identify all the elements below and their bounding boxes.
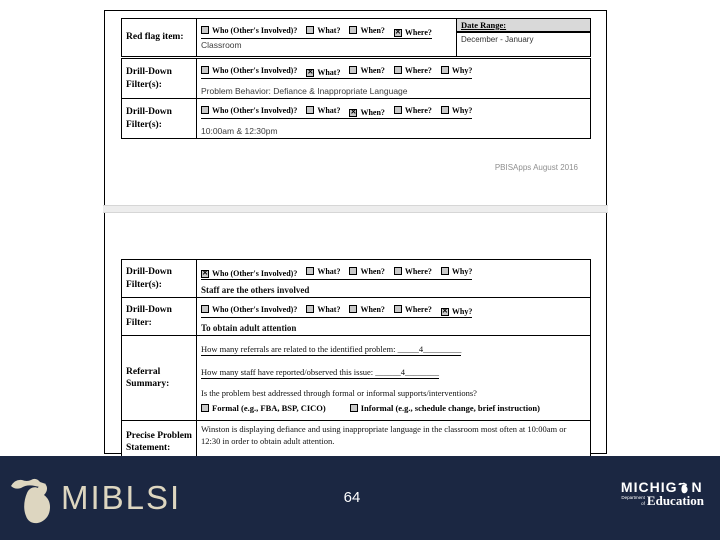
formal-e-g-fba-bsp-cico-checkbox[interactable] (201, 404, 209, 412)
what-option (306, 267, 340, 276)
where-checkbox[interactable] (394, 267, 402, 275)
drill-down-value-1: Problem Behavior: Defiance & Inappropriate Language (201, 86, 408, 96)
drill-down-checkbox-row-2 (201, 106, 472, 120)
pbisapps-credit: PBISApps August 2016 (494, 163, 578, 172)
who-other-s-involved-checkbox[interactable] (201, 270, 209, 278)
page-break-divider (103, 205, 608, 213)
informal-e-g-schedule-change-brief-instruction-label: Informal (e.g., schedule change, brief instruction) (360, 403, 540, 413)
drill-down-content-3 (197, 260, 591, 298)
when-option (349, 26, 384, 35)
why-label: Why? (451, 266, 473, 276)
precise-problem-statement-text: Winston is displaying defiance and using inappropriate language in the classroom most often at 10:00am or 12:30 in order to obtain adult attention. (201, 424, 567, 446)
who-other-s-involved-checkbox[interactable] (201, 26, 209, 34)
drill-down-table (121, 58, 591, 139)
who-other-s-involved-option (201, 26, 297, 35)
drill-down-content-4 (197, 298, 591, 336)
when-option (349, 305, 384, 314)
where-option (394, 28, 432, 37)
where-checkbox[interactable] (394, 29, 402, 37)
drill-down-content-2 (197, 99, 591, 139)
when-checkbox[interactable] (349, 109, 357, 117)
who-other-s-involved-option (201, 106, 297, 115)
mde-department-of-label: Department of (621, 495, 645, 506)
drill-down-value-2: 10:00am & 12:30pm (201, 126, 278, 136)
who-other-s-involved-option (201, 269, 297, 278)
what-label: What? (317, 68, 341, 77)
where-label: Where? (404, 28, 432, 37)
formal-informal-options (201, 403, 564, 415)
formal-e-g-fba-bsp-cico-label: Formal (e.g., FBA, BSP, CICO) (212, 403, 326, 413)
why-option (441, 267, 472, 276)
what-label: What? (317, 266, 341, 276)
drill-down-content-1 (197, 59, 591, 99)
drill-down-value-4: To obtain adult attention (201, 323, 297, 333)
what-option (306, 106, 340, 115)
drill-down-checkbox-row-3 (201, 267, 472, 281)
mde-department-line (621, 494, 704, 507)
what-option (306, 26, 340, 35)
mde-wordmark-prefix: MICHIG (620, 479, 678, 495)
drill-down-checkbox-row-1 (201, 66, 472, 80)
where-option (394, 66, 432, 75)
drill-down-filter-label-1: Drill-Down Filter(s): (122, 59, 197, 99)
what-checkbox[interactable] (306, 305, 314, 313)
where-option (394, 305, 432, 314)
red-flag-checkbox-row (201, 26, 432, 40)
what-label: What? (317, 25, 341, 35)
date-range-label: Date Range: (457, 19, 590, 33)
when-label: When? (360, 304, 385, 314)
where-option (394, 267, 432, 276)
what-checkbox[interactable] (306, 26, 314, 34)
when-label: When? (360, 65, 385, 75)
formal-e-g-fba-bsp-cico-option (201, 403, 326, 413)
when-checkbox[interactable] (349, 267, 357, 275)
why-checkbox[interactable] (441, 267, 449, 275)
when-option (349, 108, 384, 117)
where-option (394, 106, 432, 115)
referral-question-3: Is the problem best addressed through formal or informal supports/interventions? (201, 388, 477, 398)
why-checkbox[interactable] (441, 308, 449, 316)
where-checkbox[interactable] (394, 106, 402, 114)
who-other-s-involved-label: Who (Other's Involved)? (212, 25, 298, 35)
who-other-s-involved-label: Who (Other's Involved)? (212, 269, 298, 278)
what-option (306, 305, 340, 314)
informal-e-g-schedule-change-brief-instruction-option (350, 403, 540, 413)
when-label: When? (360, 266, 385, 276)
red-flag-content-cell (197, 19, 457, 57)
when-label: When? (360, 108, 385, 117)
when-checkbox[interactable] (349, 26, 357, 34)
who-other-s-involved-label: Who (Other's Involved)? (212, 105, 298, 115)
red-flag-table (121, 18, 591, 57)
drill-down-filter-label-3: Drill-Down Filter(s): (122, 260, 197, 298)
where-checkbox[interactable] (394, 305, 402, 313)
referral-question-2: How many staff have reported/observed this issue: ______4________ (201, 367, 440, 377)
mde-wordmark (621, 480, 704, 494)
why-option (441, 106, 472, 115)
referral-summary-label: Referral Summary: (122, 336, 197, 421)
red-flag-value: Classroom (201, 40, 242, 50)
who-other-s-involved-label: Who (Other's Involved)? (212, 65, 298, 75)
why-checkbox[interactable] (441, 66, 449, 74)
why-label: Why? (451, 307, 473, 316)
what-checkbox[interactable] (306, 106, 314, 114)
referral-table (121, 259, 591, 464)
what-checkbox[interactable] (306, 69, 314, 77)
what-label: What? (317, 304, 341, 314)
who-other-s-involved-option (201, 305, 297, 314)
where-label: Where? (404, 266, 432, 276)
what-option (306, 68, 340, 77)
miblsi-wordmark: MIBLSI (61, 478, 182, 516)
precise-problem-statement-label: Precise Problem Statement: (122, 421, 197, 464)
where-label: Where? (404, 65, 432, 75)
where-checkbox[interactable] (394, 66, 402, 74)
mde-wordmark-suffix: N (691, 479, 703, 495)
where-label: Where? (404, 304, 432, 314)
michigan-state-icon-small (678, 480, 690, 494)
why-label: Why? (451, 105, 473, 115)
date-range-cell (457, 19, 591, 57)
why-checkbox[interactable] (441, 106, 449, 114)
who-other-s-involved-checkbox[interactable] (201, 66, 209, 74)
where-label: Where? (404, 105, 432, 115)
mde-education-label: Education (646, 493, 704, 508)
who-other-s-involved-checkbox[interactable] (201, 106, 209, 114)
date-range-value: December - January (461, 35, 534, 44)
when-option (349, 267, 384, 276)
drill-down-value-3: Staff are the others involved (201, 285, 310, 295)
footer-bar (0, 456, 720, 540)
what-checkbox[interactable] (306, 267, 314, 275)
when-option (349, 66, 384, 75)
drill-down-checkbox-row-4 (201, 305, 472, 319)
drill-down-filter-label-2: Drill-Down Filter(s): (122, 99, 197, 139)
when-checkbox[interactable] (349, 305, 357, 313)
referral-summary-content (197, 336, 591, 421)
who-other-s-involved-option (201, 66, 297, 75)
mde-logo (621, 480, 704, 507)
what-label: What? (317, 105, 341, 115)
drill-down-filter-label-4: Drill-Down Filter: (122, 298, 197, 336)
who-other-s-involved-checkbox[interactable] (201, 305, 209, 313)
referral-question-1: How many referrals are related to the identified problem: _____4_________ (201, 344, 462, 354)
why-option (441, 66, 472, 75)
slide-page-number: 64 (343, 489, 361, 506)
who-other-s-involved-label: Who (Other's Involved)? (212, 304, 298, 314)
why-label: Why? (451, 65, 473, 75)
when-label: When? (360, 25, 385, 35)
informal-e-g-schedule-change-brief-instruction-checkbox[interactable] (350, 404, 358, 412)
when-checkbox[interactable] (349, 66, 357, 74)
document-screenshot (104, 10, 607, 454)
red-flag-item-label: Red flag item: (122, 19, 197, 57)
why-option (441, 307, 472, 316)
